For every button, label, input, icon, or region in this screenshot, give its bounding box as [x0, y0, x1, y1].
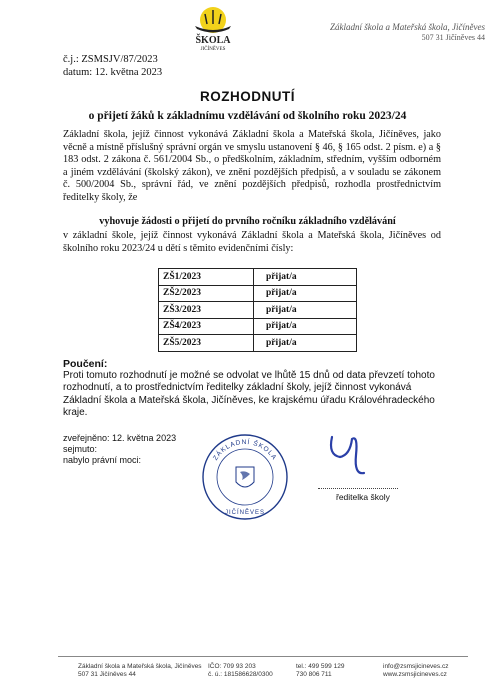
- header-school-address: 507 31 Jičíněves 44: [421, 33, 485, 42]
- table-cell-status: přijat/a: [254, 269, 357, 286]
- footer-ico: IČO: 709 93 203: [208, 663, 256, 670]
- decision-statement: vyhovuje žádosti o přijetí do prvního ročníku základního vzdělávání: [99, 216, 396, 227]
- table-row: [159, 302, 357, 319]
- footer-email-link[interactable]: info@zsmsjicineves.cz: [383, 663, 449, 670]
- footer-phone-2: 730 806 711: [296, 671, 332, 678]
- admission-table: [158, 268, 357, 352]
- table-row: [159, 285, 357, 302]
- logo-text: ŠKOLA: [195, 35, 231, 46]
- footer-school-name: Základní škola a Mateřská škola, Jičíněves: [78, 663, 202, 670]
- footer-school-address: 507 31 Jičíněves 44: [78, 671, 136, 678]
- table-cell-status: přijat/a: [254, 285, 357, 302]
- effective-date: nabylo právní moci:: [63, 455, 142, 465]
- footer: [58, 656, 468, 681]
- header-school-name: Základní škola a Mateřská škola, Jičíněves: [330, 22, 485, 32]
- document-title: ROZHODNUTÍ: [200, 89, 295, 104]
- reference-number: č.j.: ZSMSJV/87/2023: [63, 54, 158, 65]
- school-stamp-icon: [200, 432, 290, 522]
- signature-line: [318, 488, 398, 489]
- notice-heading: Poučení:: [63, 358, 108, 370]
- svg-text:JIČÍNĚVES: JIČÍNĚVES: [224, 510, 266, 516]
- document-date: datum: 12. května 2023: [63, 67, 163, 78]
- footer-phone-1: tel.: 499 599 129: [296, 663, 345, 670]
- table-row: [159, 318, 357, 335]
- school-logo-icon: [183, 4, 243, 52]
- footer-web-link[interactable]: www.zsmsjicineves.cz: [383, 671, 447, 678]
- document-subtitle: o přijetí žáků k základnímu vzdělávání od školního roku 2023/24: [88, 110, 407, 122]
- table-cell-status: přijat/a: [254, 302, 357, 319]
- table-cell-id: ZŠ1/2023: [159, 269, 254, 286]
- signature-icon: [318, 425, 378, 485]
- logo-subtext: JIČÍNĚVES: [200, 47, 226, 52]
- table-cell-status: přijat/a: [254, 318, 357, 335]
- table-row: [159, 269, 357, 286]
- table-cell-id: ZŠ3/2023: [159, 302, 254, 319]
- table-cell-status: přijat/a: [254, 335, 357, 352]
- table-cell-id: ZŠ4/2023: [159, 318, 254, 335]
- footer-phones: [296, 663, 344, 679]
- notice-text: Proti tomuto rozhodnutí je možné se odvolat ve lhůtě 15 dnů od data převzetí tohoto rozhodnutí, a to prostřednictvím ředitelky základní školy, jejíž činnost vykonává Základní škola a Mateřská škola, Jičíněves, ke krajskému úřadu Královéhradeckého kraje.: [63, 370, 435, 419]
- published-date: zveřejněno: 12. května 2023: [63, 433, 177, 443]
- svg-text:ZÁKLADNÍ ŠKOLA: ZÁKLADNÍ ŠKOLA: [212, 438, 278, 462]
- signature-label: ředitelka školy: [336, 492, 390, 502]
- footer-address: [78, 663, 202, 679]
- paragraph-admission: v základní škole, jejíž činnost vykonává Základní škola a Mateřská škola, Jičíněves od školního roku 2023/24 u dětí s těmito evidenčními čísly:: [63, 230, 441, 254]
- footer-contacts: [383, 663, 448, 679]
- table-row: [159, 335, 357, 352]
- table-cell-id: ZŠ2/2023: [159, 285, 254, 302]
- removed-date: sejmuto:: [63, 444, 98, 454]
- table-cell-id: ZŠ5/2023: [159, 335, 254, 352]
- paragraph-legal-basis: Základní škola, jejíž činnost vykonává Základní škola a Mateřská škola, Jičíněves, jako věcně a místně příslušný správní orgán ve smyslu ustanovení § 46, § 165 odst. 2 písm. e) a § 183 odst. 2 zákona č. 561/2004 Sb., o předškolním, základním, středním, vyšším odborném a jiném vzdělávání (školský zákon), ve znění pozdějších předpisů, a v souladu se zákonem č. 500/2004 Sb., správní řád, ve znění pozdějších předpisů, rozhodla prostřednictvím ředitelky školy, že: [63, 129, 441, 203]
- footer-ids: [208, 663, 273, 679]
- footer-bank-account: č. ú.: 181586628/0300: [208, 671, 273, 678]
